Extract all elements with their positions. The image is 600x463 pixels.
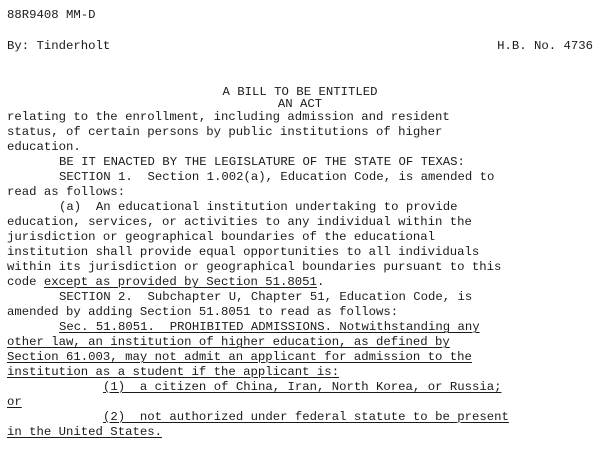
act-title: AN ACT [277, 97, 323, 111]
inserted-text: except as provided by Section 51.8051 [43, 275, 317, 289]
caption-line: education. [7, 140, 81, 154]
bill-number: H.B. No. 4736 [497, 39, 593, 53]
list-item-1 [103, 380, 501, 395]
inserted-section-line [7, 335, 450, 350]
inserted-text: Section 61.003, may not admit an applicant for admission to the [7, 350, 472, 364]
bill-author: By: Tinderholt [7, 39, 111, 53]
subsection-a-last-line [7, 275, 324, 290]
section-1-heading: SECTION 1. Section 1.002(a), Education Code, is amended to [59, 170, 495, 184]
list-item-2-continuation [7, 425, 162, 440]
inserted-text: Sec. 51.8051. PROHIBITED ADMISSIONS. Notwithstanding any [59, 320, 480, 334]
subsection-a-line: within its jurisdiction or geographical boundaries pursuant to this [7, 260, 502, 274]
section-2-line: amended by adding Section 51.8051 to read as follows: [7, 305, 399, 319]
list-item-2 [103, 410, 509, 425]
subsection-a-line: jurisdiction or geographical boundaries of the educational [7, 230, 436, 244]
inserted-section-line [7, 350, 472, 365]
plain-text: . [316, 275, 325, 289]
document-code: 88R9408 MM-D [7, 8, 96, 22]
plain-text: code [7, 275, 44, 289]
inserted-text: institution as a student if the applicant is: [7, 365, 340, 379]
inserted-section-line [7, 365, 339, 380]
inserted-text: or [7, 395, 22, 409]
enacting-clause: BE IT ENACTED BY THE LEGISLATURE OF THE STATE OF TEXAS: [59, 155, 465, 169]
caption-line: relating to the enrollment, including admission and resident [7, 110, 450, 124]
list-connector [7, 395, 22, 410]
subsection-a-line: institution shall provide equal opportunities to all individuals [7, 245, 480, 259]
subsection-a-line: education, services, or activities to any individual within the [7, 215, 472, 229]
inserted-text: (2) not authorized under federal statute to be present [103, 410, 509, 424]
inserted-text: (1) a citizen of China, Iran, North Korea, or Russia; [103, 380, 502, 394]
section-2-heading: SECTION 2. Subchapter U, Chapter 51, Education Code, is [59, 290, 473, 304]
inserted-section-line [59, 320, 480, 335]
caption-line: status, of certain persons by public institutions of higher [7, 125, 443, 139]
inserted-text: other law, an institution of higher education, as defined by [7, 335, 450, 349]
subsection-a-line: (a) An educational institution undertaking to provide [59, 200, 458, 214]
bill-title: A BILL TO BE ENTITLED [222, 85, 378, 99]
inserted-text: in the United States. [7, 425, 162, 439]
section-1-line: read as follows: [7, 185, 126, 199]
